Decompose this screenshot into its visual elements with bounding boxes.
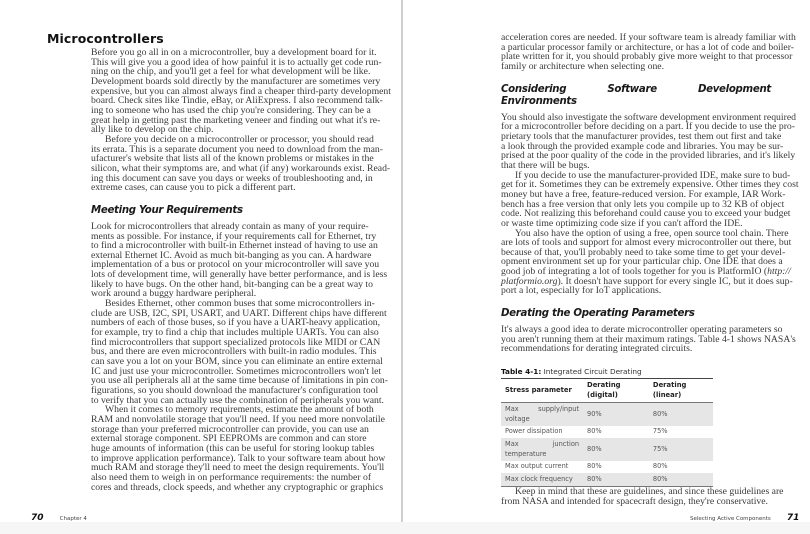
heading-software-environments: Considering Software Development Environments xyxy=(501,83,771,107)
page-bottom-margin xyxy=(0,522,810,534)
table-header-row xyxy=(501,379,713,403)
paragraph: When it comes to memory requirements, estimate the amount of both RAM and nonvolatile storage that you'll need. If you need more nonvolatile storage than your preferred microcontroller can provide, you can use an external storage component. SPI EEPROMs are common and can store huge amounts of information (this can be useful for storing lookup tables to improve application performance). Talk to your software team about how much RAM and storage they'll need to meet the design requirements. You'll also need them to weigh in on performance requirements: the number of cores and threads, clock speeds, and whether any cryptographic or graphics xyxy=(91,404,386,493)
section-title-microcontrollers: Microcontrollers xyxy=(47,31,164,46)
paragraph: You should also investigate the software development environment required for a microcontroller before deciding on a part. If you decide to use the pro- prietary tools that the manufacturer provides, test them out first and take a look through the provided example code and libraries. You may be sur- prised at the poor quality of the code in the provided libraries, and it's likely that there will be bugs. xyxy=(501,111,796,171)
paragraph: If you decide to use the manufacturer-provided IDE, make sure to bud- get for it. Sometimes they can be extremely expensive. Other times they cost money but have a free, feature-reduced version. For example, IAR Work- bench has a free version that only lets you compile up to 32 KB of object code. Not realizing this beforehand could cause you to exceed your budget or waste time optimizing code size if you can't afford the IDE. xyxy=(501,169,799,229)
paragraph: Look for microcontrollers that already contain as many of your require- ments as possible. For instance, if your requirements call for Ethernet, try to find a microcontroller with built-in Ethernet instead of having to use an external Ethernet IC. Avoid as much bit-banging as you can. A hardware implementation of a bus or protocol on your microcontroller will save you lots of development time, will generally have better performance, and is less likely to have bugs. On the other hand, bit-banging can be a great way to work around a buggy hardware peripheral. xyxy=(91,220,388,300)
table-caption-label: Table 4-1: xyxy=(501,367,542,377)
heading-meeting-your-requirements: Meeting Your Requirements xyxy=(91,204,243,216)
platformio-link[interactable]: platformio.org xyxy=(501,275,558,287)
paragraph: acceleration cores are needed. If your software team is already familiar with a particular processor family or architecture, or has a lot of code and boiler- plate written for it, you should probably give more weight to that processor family or architecture when selecting one. xyxy=(501,32,796,72)
column-header: Derating (digital) xyxy=(583,379,649,403)
table-row: Max junction temperature 80% 75% xyxy=(501,438,713,460)
paragraph: Keep in mind that these are guidelines, and since these guidelines are from NASA and intended for spacecraft design, they're conservative. xyxy=(501,485,784,507)
paragraph: Before you go all in on a microcontroller, buy a development board for it. This will give you a good idea of how painful it is to actually get code run- ning on the chip, and you'll get a feel for what development will be like. Development boards sold directly by the manufacturer are sometimes very expensive, but you can almost always find a cheaper third-party development board. Check sites like Tindie, eBay, or AliExpress. I also recommend talk- ing to someone who has used the chip you're considering. They can be a great help in getting past the marketing veneer and finding out what it's re- ally like to develop on the chip. xyxy=(91,47,391,136)
table-row: Power dissipation 80% 75% xyxy=(505,427,668,436)
paragraph: Before you decide on a microcontroller or processor, you should read its errata. This is a separate document you need to download from the man- ufacturer's website that lists all of the known problems or mistakes in the silicon, what their symptoms are, and what (if any) workarounds exist. Read- ing this document can save you days or weeks of troubleshooting and, in extreme cases, can cause you to pick a different part. xyxy=(91,133,391,194)
paragraph: You also have the option of using a free, open source tool chain. There are lots of tools and support for almost every microcontroller out there, but because of that, you'll probably need to take some time to get your devel- opment environment set up for your particular chip. One IDE that does a good job of integrating a lot of tools together for you is PlatformIO (http:// platformio.org). It doesn't have support for every single IC, but it does sup- port a lot, especially for IoT applications. xyxy=(501,227,793,297)
table-row: Max output current 80% 80% xyxy=(505,462,668,471)
table-row: Max clock frequency 80% 80% xyxy=(501,473,713,486)
running-head: Chapter 4 xyxy=(59,516,87,522)
column-header: Derating (linear) xyxy=(649,379,713,403)
right-page-folio xyxy=(690,505,799,524)
right-page-body xyxy=(501,32,799,507)
platformio-link[interactable]: http:// xyxy=(767,266,791,278)
table-row: Max supply/input voltage 90% 80% xyxy=(501,403,713,426)
paragraph: Besides Ethernet, other common buses that some microcontrollers in- clude are USB, I2C, SPI, USART, and UART. Different chips have different numbers of each of those buses, so if you have a UART-heavy application, for example, try to find a chip that includes multiple UARTs. You can also find microcontrollers that support specialized protocols like MIDI or CAN bus, and there are even microcontrollers with built-in radio modules. This can save you a lot on your BOM, since you can eliminate an entire external IC and just use your microcontroller. Sometimes microcontrollers won't let you use all peripherals all at the same time because of limitations in pin con- figurations, so you should download the manufacturer's configuration tool to verify that you can actually use the combination of peripherals you want. xyxy=(91,298,388,406)
page-number: 70 xyxy=(31,513,44,523)
paragraph: It's always a good idea to derate microcontroller operating parameters so you aren't running them at their maximum ratings. Table 4-1 shows NASA's recommendations for derating integrated circuits. xyxy=(501,324,796,355)
table-caption-text: Integrated Circuit Derating xyxy=(543,367,642,377)
column-header: Stress parameter xyxy=(501,379,583,403)
heading-derating: Derating the Operating Parameters xyxy=(501,308,695,320)
running-head: Selecting Active Components xyxy=(690,516,771,522)
table-caption xyxy=(501,367,771,377)
derating-table xyxy=(501,378,713,487)
page-number: 71 xyxy=(786,513,800,523)
left-page-body xyxy=(91,47,391,493)
left-page-folio xyxy=(31,505,87,524)
